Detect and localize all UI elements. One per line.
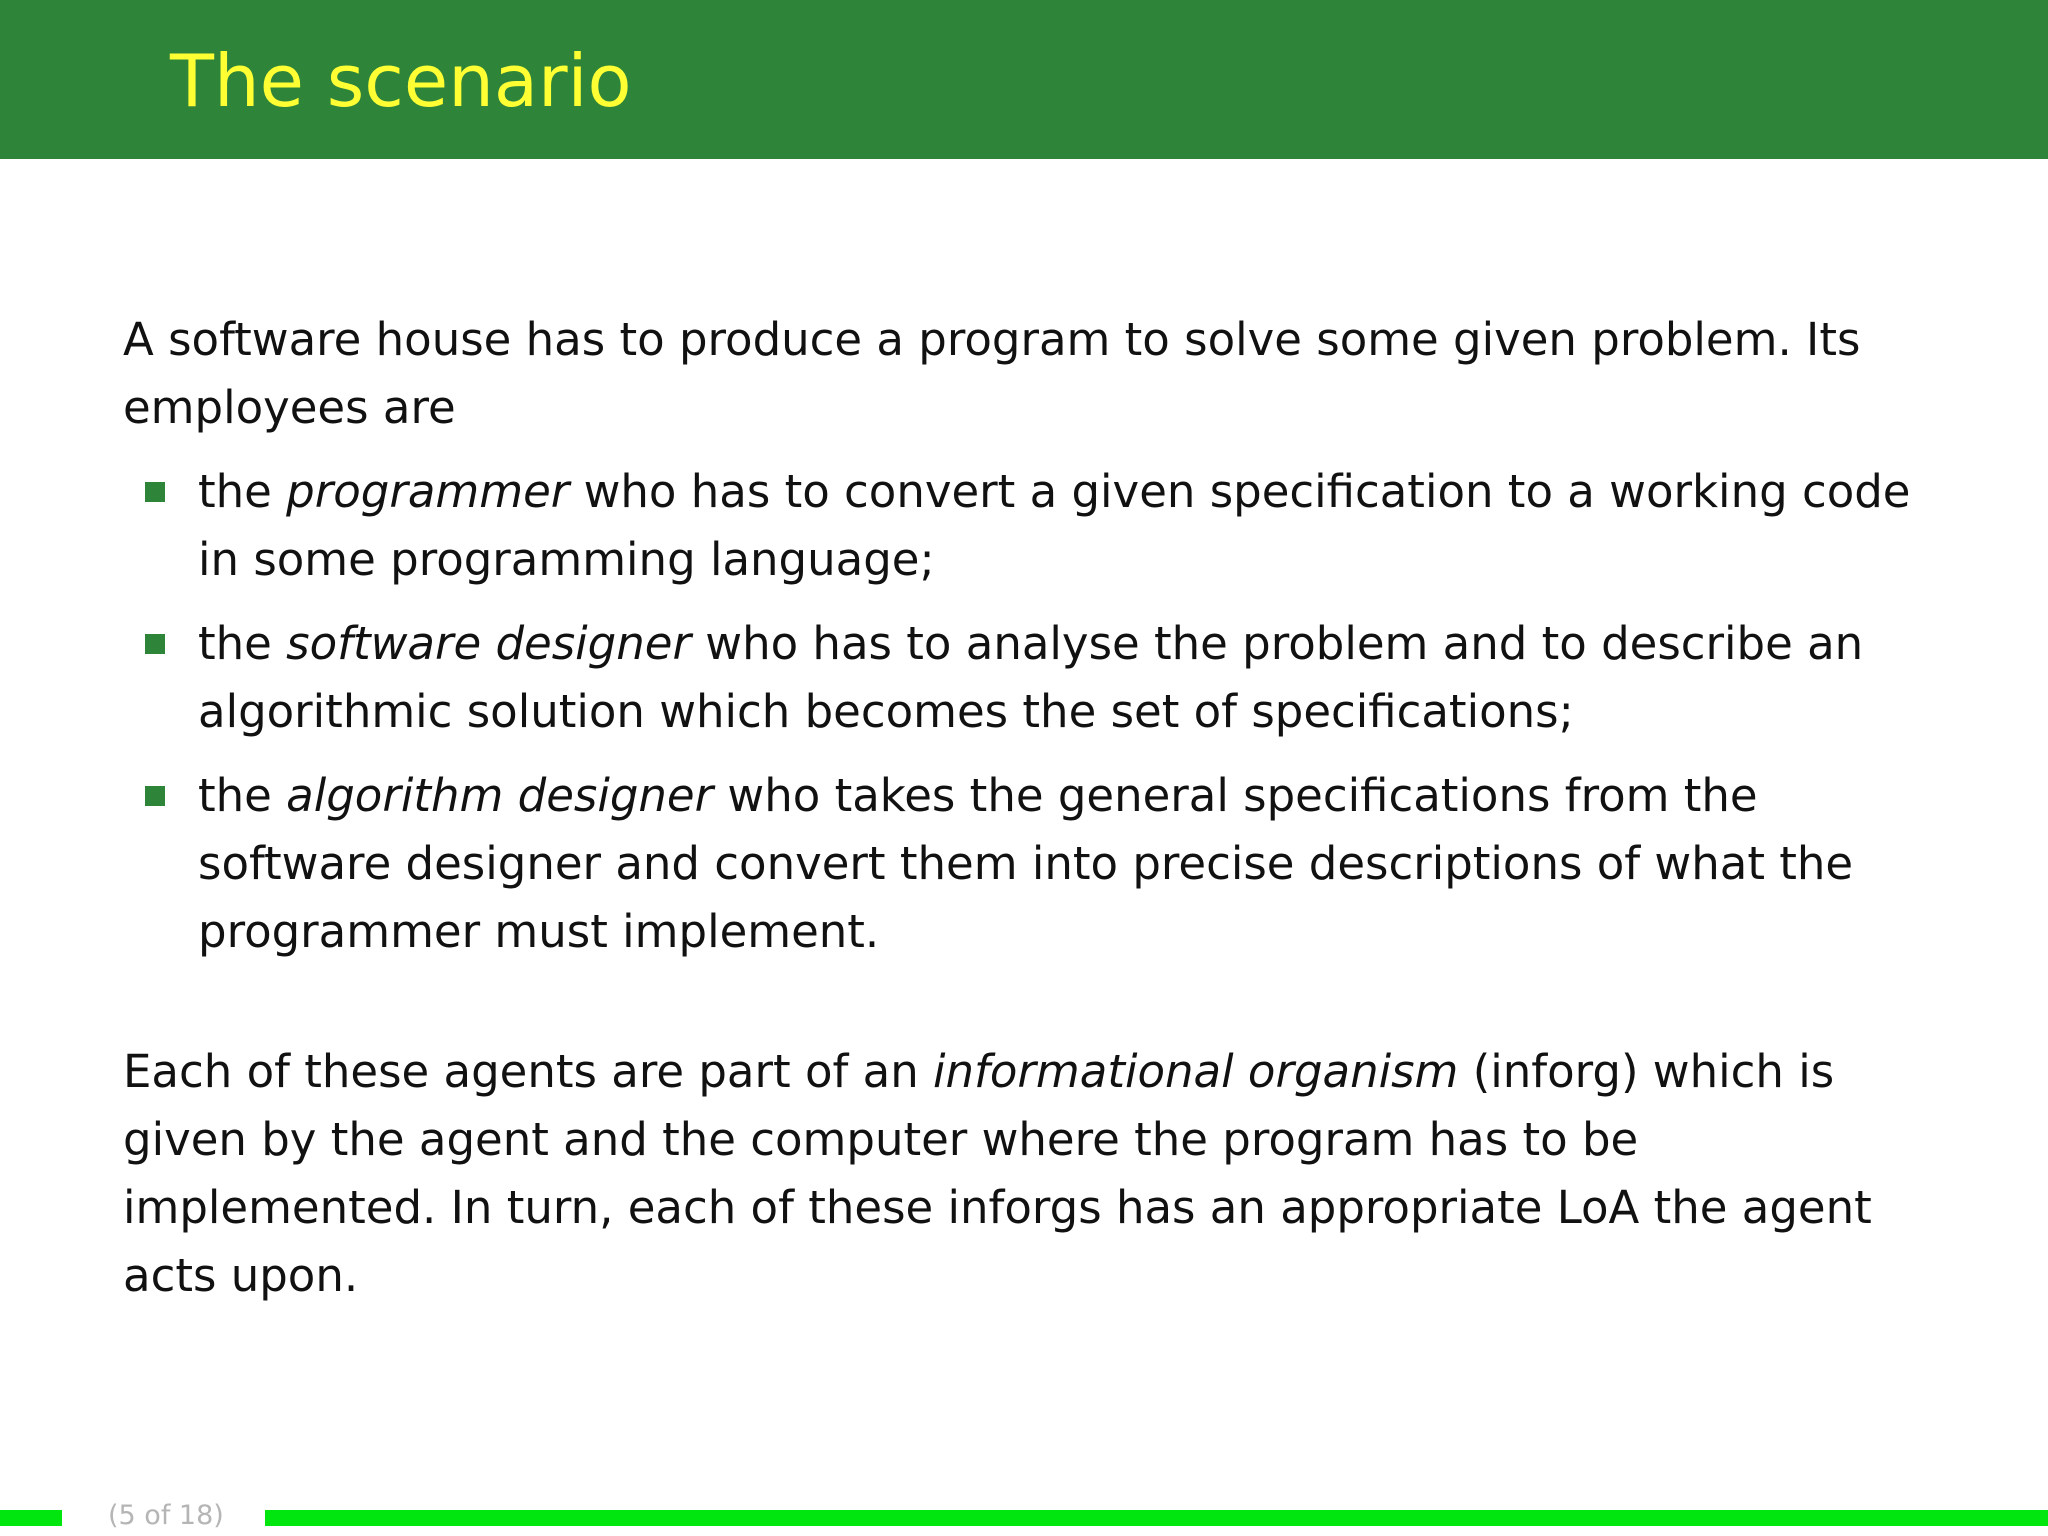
list-item-term: software designer xyxy=(286,617,691,670)
slide-title: The scenario xyxy=(170,39,632,123)
square-bullet-icon xyxy=(145,786,165,806)
list-item-text: who takes the general specifications from the software designer and convert them into precise descriptions of what the programmer must implement. xyxy=(198,769,1854,958)
square-bullet-icon xyxy=(145,634,165,654)
square-bullet-icon xyxy=(145,482,165,502)
footer-left-bar xyxy=(0,1510,62,1526)
page-counter: (5 of 18) xyxy=(108,1500,224,1531)
list-item-algorithm-designer xyxy=(123,762,1933,966)
closing-text-after: (inforg) which is given by the agent and the computer where the program has to be implemented. In turn, each of these inforgs has an appropriate LoA the agent acts upon. xyxy=(123,1045,1872,1302)
list-item-prefix: the xyxy=(198,617,287,670)
list-item-prefix: the xyxy=(198,769,287,822)
list-item-text: who has to analyse the problem and to describe an algorithmic solution which becomes the set of specifications; xyxy=(198,617,1864,738)
title-bar xyxy=(0,0,2048,159)
list-item-term: algorithm designer xyxy=(286,769,714,822)
list-item-text: who has to convert a given specification to a working code in some programming language; xyxy=(198,465,1911,586)
list-item-term: programmer xyxy=(286,465,570,518)
list-item-software-designer xyxy=(123,610,1933,746)
footer-progress-bar xyxy=(265,1510,2048,1526)
closing-term: informational organism xyxy=(933,1045,1459,1098)
closing-paragraph xyxy=(123,1038,1933,1310)
list-item-prefix: the xyxy=(198,465,287,518)
slide-body xyxy=(123,306,1933,1310)
employee-list xyxy=(123,458,1933,966)
list-item-programmer xyxy=(123,458,1933,594)
intro-paragraph: A software house has to produce a program to solve some given problem. Its employees are xyxy=(123,313,1861,434)
closing-text-before: Each of these agents are part of an xyxy=(123,1045,934,1098)
